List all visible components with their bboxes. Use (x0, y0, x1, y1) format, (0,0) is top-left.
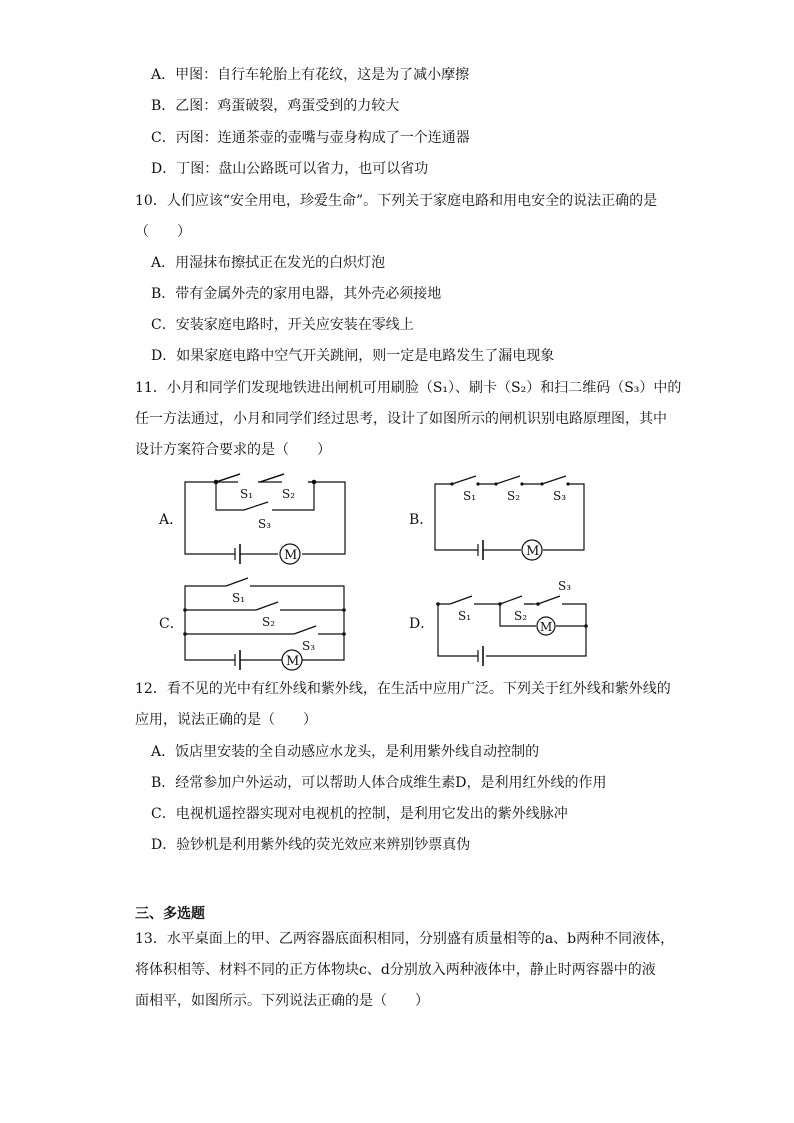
q12-stem-line-1: 12．看不见的光中有红外线和紫外线，在生活中应用广泛。下列关于红外线和紫外线的 (135, 681, 671, 697)
q12-option-d: D．验钞机是利用紫外线的荧光效应来辨别钞票真伪 (151, 837, 471, 853)
circuit-b-diagram (430, 470, 590, 565)
q12-option-c: C．电视机遥控器实现对电视机的控制，是利用它发出的紫外线脉冲 (151, 806, 568, 822)
q9-option-c: C．丙图：连通茶壶的壶嘴与壶身构成了一个连通器 (151, 130, 470, 146)
circuit-c-motor: M (286, 654, 300, 669)
circuit-a-s1: S₁ (240, 487, 254, 501)
q10-blank: （ ） (135, 224, 191, 240)
q13-stem-line-1: 13．水平桌面上的甲、乙两容器底面积相同，分别盛有质量相等的a、b两种不同液体， (135, 931, 675, 947)
circuit-d-s1: S₁ (458, 609, 472, 623)
circuit-c-label: C． (159, 616, 184, 632)
q11-stem-line-2: 任一方法通过，小月和同学们经过思考，设计了如图所示的闸机识别电路原理图，其中 (135, 411, 667, 427)
circuit-b-s2: S₂ (507, 489, 521, 503)
circuit-a-diagram (180, 470, 350, 570)
q12-option-a: A．饭店里安装的全自动感应水龙头，是利用紫外线自动控制的 (151, 744, 540, 760)
circuit-a-s3: S₃ (258, 517, 272, 531)
circuit-c-diagram (180, 572, 350, 672)
q12-stem-line-2: 应用，说法正确的是（ ） (135, 712, 317, 728)
q11-stem-line-3: 设计方案符合要求的是（ ） (135, 442, 331, 458)
q13-stem-line-3: 面相平，如图所示。下列说法正确的是（ ） (135, 993, 429, 1009)
q10-stem: 10．人们应该“安全用电，珍爱生命”。下列关于家庭电路和用电安全的说法正确的是 (135, 193, 658, 209)
circuit-c-s2: S₂ (262, 615, 276, 629)
circuit-a-motor: M (284, 548, 298, 563)
circuit-c-s3: S₃ (302, 639, 316, 653)
circuit-b-motor: M (526, 544, 540, 559)
q10-option-b: B．带有金属外壳的家用电器，其外壳必须接地 (151, 286, 442, 302)
q10-option-d: D．如果家庭电路中空气开关跳闸，则一定是电路发生了漏电现象 (151, 348, 555, 364)
q11-stem-line-1: 11．小月和同学们发现地铁进出闸机可用刷脸（S₁）、刷卡（S₂）和扫二维码（S₃）中的 (135, 380, 682, 396)
section-title: 三、多选题 (135, 906, 205, 922)
circuit-a-s2: S₂ (282, 487, 296, 501)
circuit-d-diagram (430, 574, 595, 669)
q10-option-a: A．用湿抹布擦拭正在发光的白炽灯泡 (151, 255, 386, 271)
q10-option-c: C．安装家庭电路时，开关应安装在零线上 (151, 317, 414, 333)
circuit-b-s1: S₁ (463, 489, 477, 503)
q12-option-b: B．经常参加户外运动，可以帮助人体合成维生素D，是利用红外线的作用 (151, 775, 607, 791)
circuit-a-label: A． (159, 512, 184, 528)
q9-option-a: A．甲图：自行车轮胎上有花纹，这是为了减小摩擦 (151, 67, 470, 83)
circuit-d-s3: S₃ (558, 579, 572, 593)
circuit-c-s1: S₁ (232, 591, 246, 605)
circuit-d-motor: M (540, 620, 553, 634)
q9-option-d: D．丁图：盘山公路既可以省力，也可以省功 (151, 161, 429, 177)
circuit-b-s3: S₃ (553, 489, 567, 503)
circuit-d-label: D． (409, 616, 435, 632)
circuit-d-s2: S₂ (514, 609, 528, 623)
q9-option-b: B．乙图：鸡蛋破裂，鸡蛋受到的力较大 (151, 98, 400, 114)
q13-stem-line-2: 将体积相等、材料不同的正方体物块c、d分别放入两种液体中，静止时两容器中的液 (135, 962, 656, 978)
circuit-b-label: B． (409, 512, 434, 528)
